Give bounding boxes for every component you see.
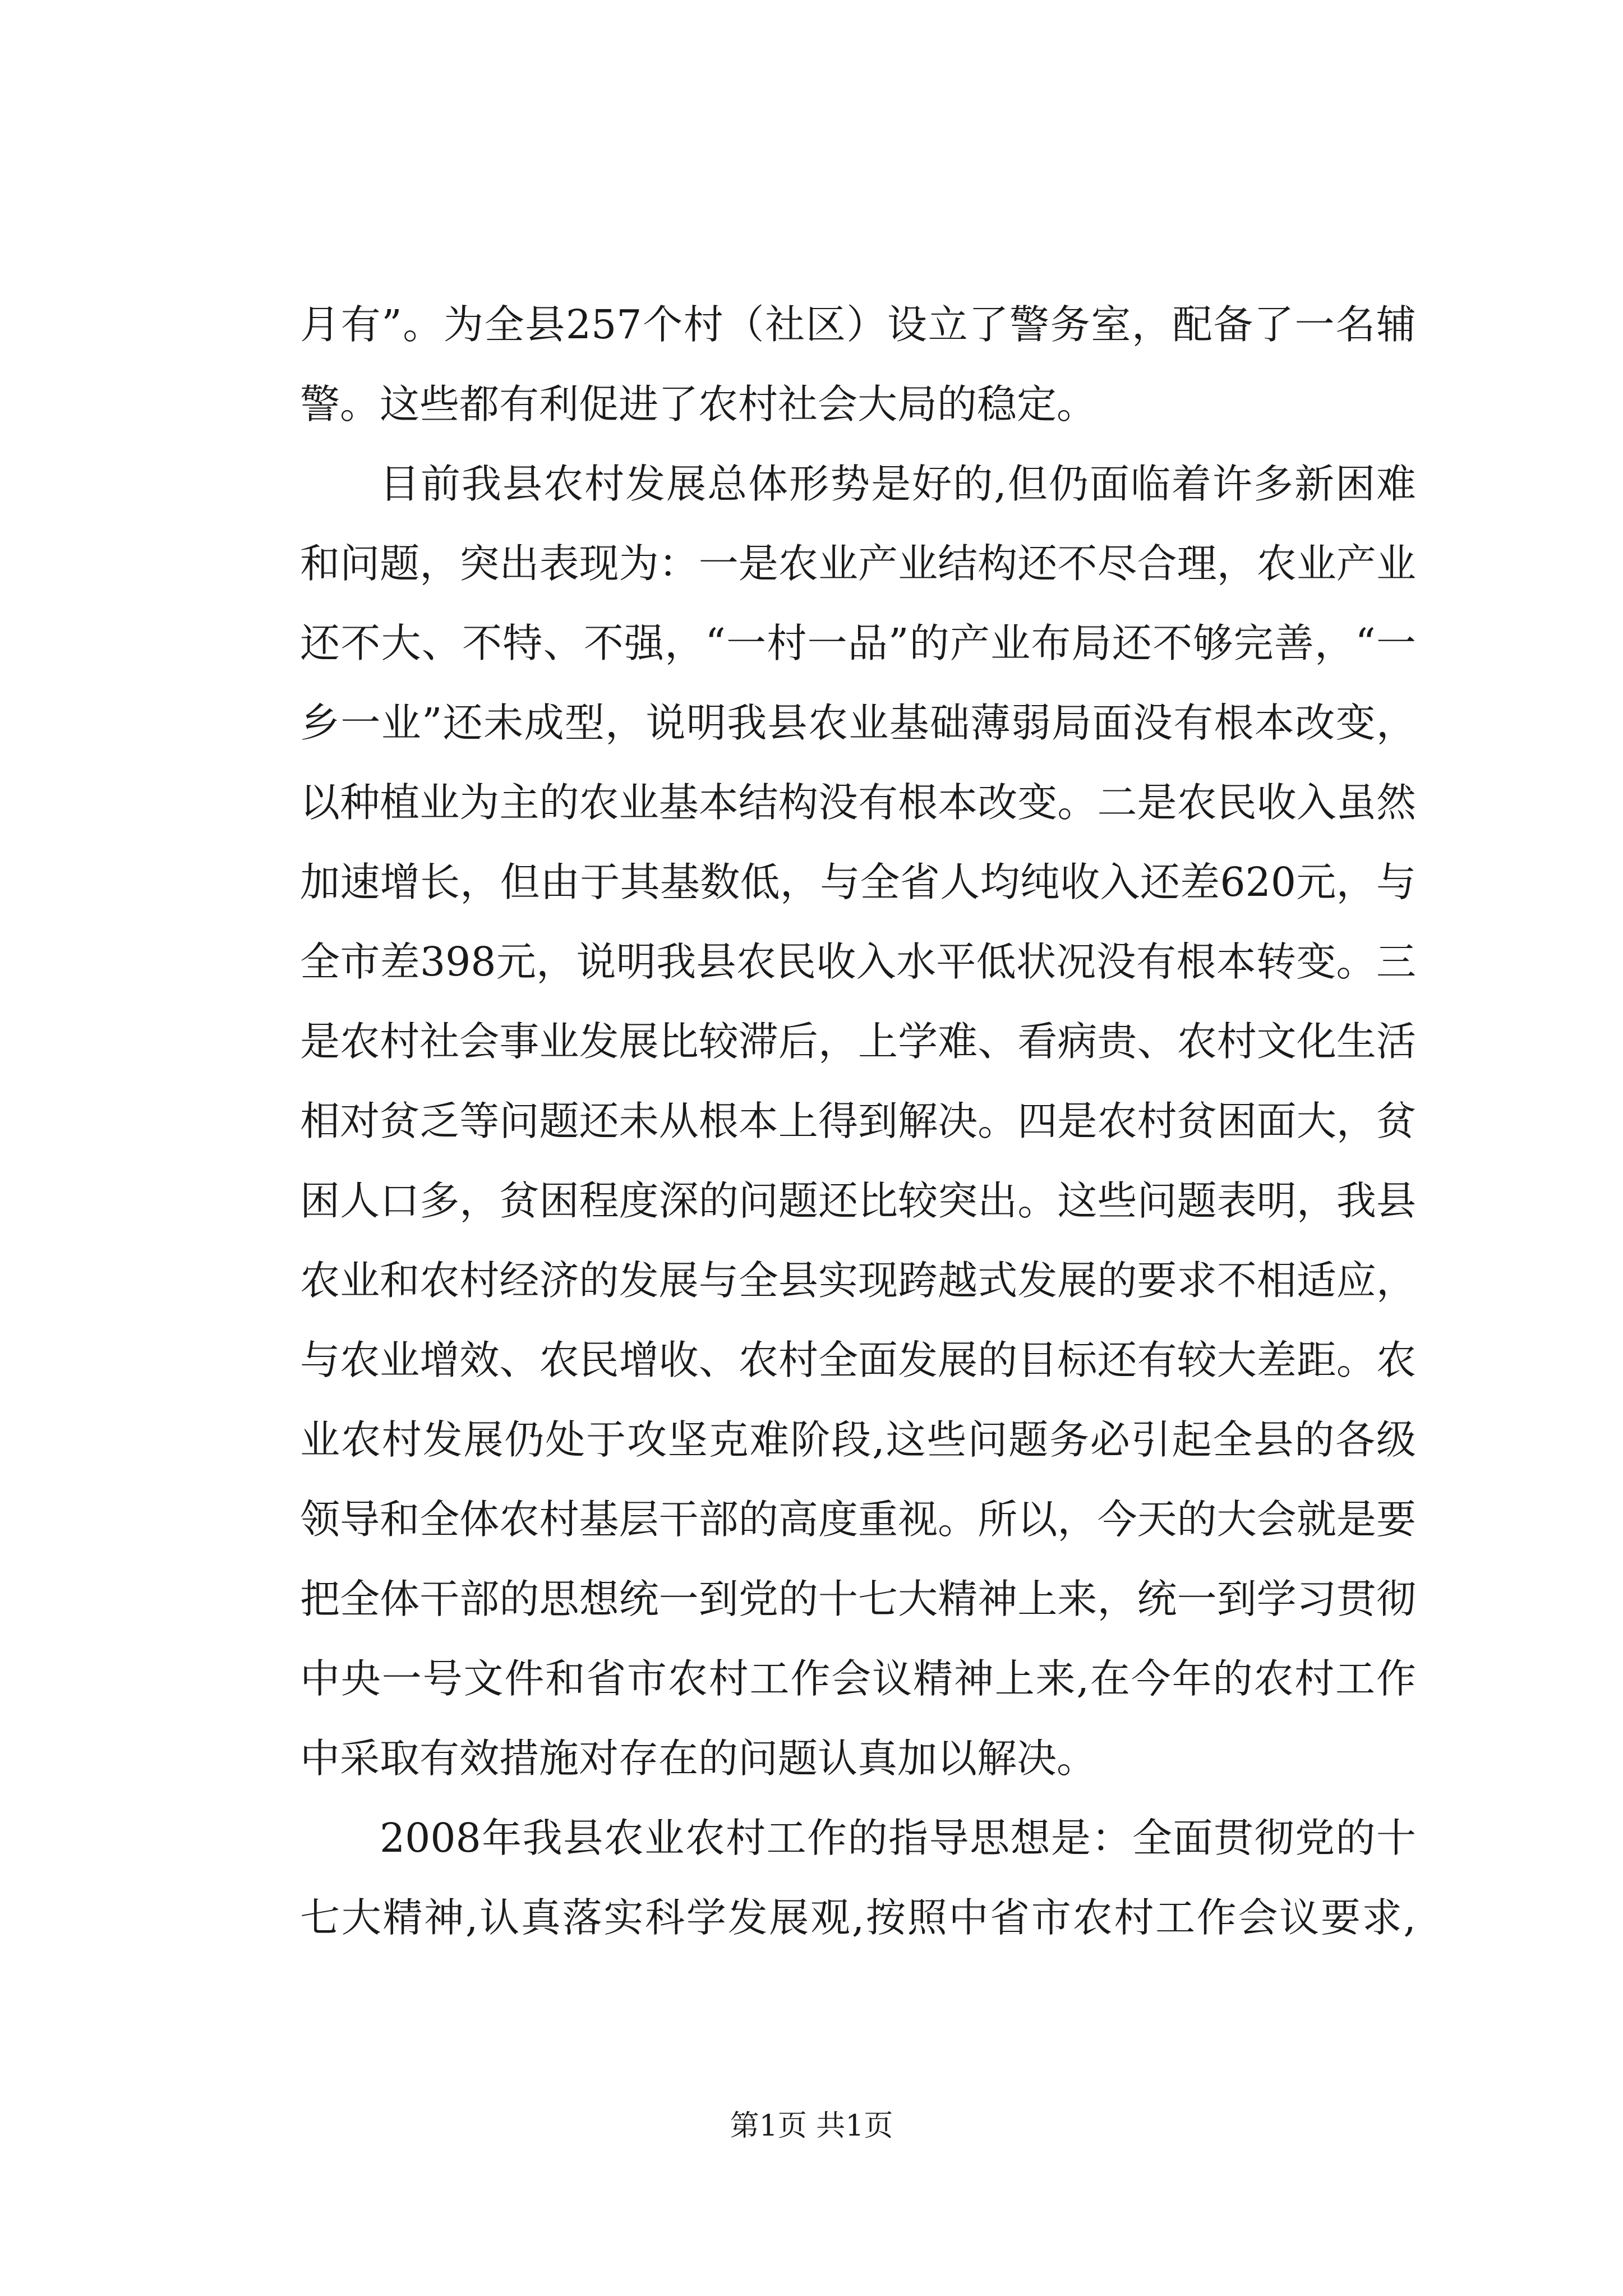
paragraph-2-line-8: 是农村社会事业发展比较滞后，上学难、看病贵、农村文化生活	[300, 1018, 1416, 1065]
paragraph-3-line-1: 2008年我县农业农村工作的指导思想是：全面贯彻党的十	[380, 1815, 1416, 1861]
paragraph-1-line-2: 警。这些都有利促进了农村社会大局的稳定。	[300, 381, 1097, 427]
paragraph-2-line-13: 业农村发展仍处于攻坚克难阶段,这些问题务必引起全县的各级	[300, 1416, 1416, 1463]
paragraph-2-line-15: 把全体干部的思想统一到党的十七大精神上来，统一到学习贯彻	[300, 1576, 1416, 1622]
paragraph-2-line-7: 全市差398元，说明我县农民收入水平低状况没有根本转变。三	[300, 938, 1416, 985]
paragraph-2-line-2: 和问题，突出表现为：一是农业产业结构还不尽合理，农业产业	[300, 540, 1416, 587]
paragraph-2-line-11: 农业和农村经济的发展与全县实现跨越式发展的要求不相适应，	[300, 1257, 1416, 1304]
paragraph-2-line-4: 乡一业”还未成型，说明我县农业基础薄弱局面没有根本改变，	[300, 700, 1416, 746]
paragraph-3-line-2: 七大精神,认真落实科学发展观,按照中省市农村工作会议要求,	[300, 1894, 1416, 1941]
paragraph-1-line-1: 月有”。为全县257个村（社区）设立了警务室，配备了一名辅	[300, 301, 1416, 348]
paragraph-2-line-5: 以种植业为主的农业基本结构没有根本改变。二是农民收入虽然	[300, 779, 1416, 826]
paragraph-2-line-14: 领导和全体农村基层干部的高度重视。所以，今天的大会就是要	[300, 1496, 1416, 1543]
paragraph-2-line-1: 目前我县农村发展总体形势是好的,但仍面临着许多新困难	[380, 461, 1416, 507]
paragraph-2-line-3: 还不大、不特、不强，“一村一品”的产业布局还不够完善，“一	[300, 620, 1416, 666]
paragraph-2-line-9: 相对贫乏等问题还未从根本上得到解决。四是农村贫困面大，贫	[300, 1098, 1416, 1144]
paragraph-2-line-16: 中央一号文件和省市农村工作会议精神上来,在今年的农村工作	[300, 1655, 1416, 1702]
paragraph-2-line-10: 困人口多，贫困程度深的问题还比较突出。这些问题表明，我县	[300, 1177, 1416, 1224]
page-footer	[0, 2109, 1623, 2143]
document-body	[300, 285, 1416, 1958]
paragraph-2-line-17: 中采取有效措施对存在的问题认真加以解决。	[300, 1735, 1097, 1782]
paragraph-2-line-12: 与农业增效、农民增收、农村全面发展的目标还有较大差距。农	[300, 1337, 1416, 1383]
page-number-label: 第1页 共1页	[730, 2109, 893, 2143]
paragraph-2-line-6: 加速增长，但由于其基数低，与全省人均纯收入还差620元，与	[300, 859, 1416, 905]
